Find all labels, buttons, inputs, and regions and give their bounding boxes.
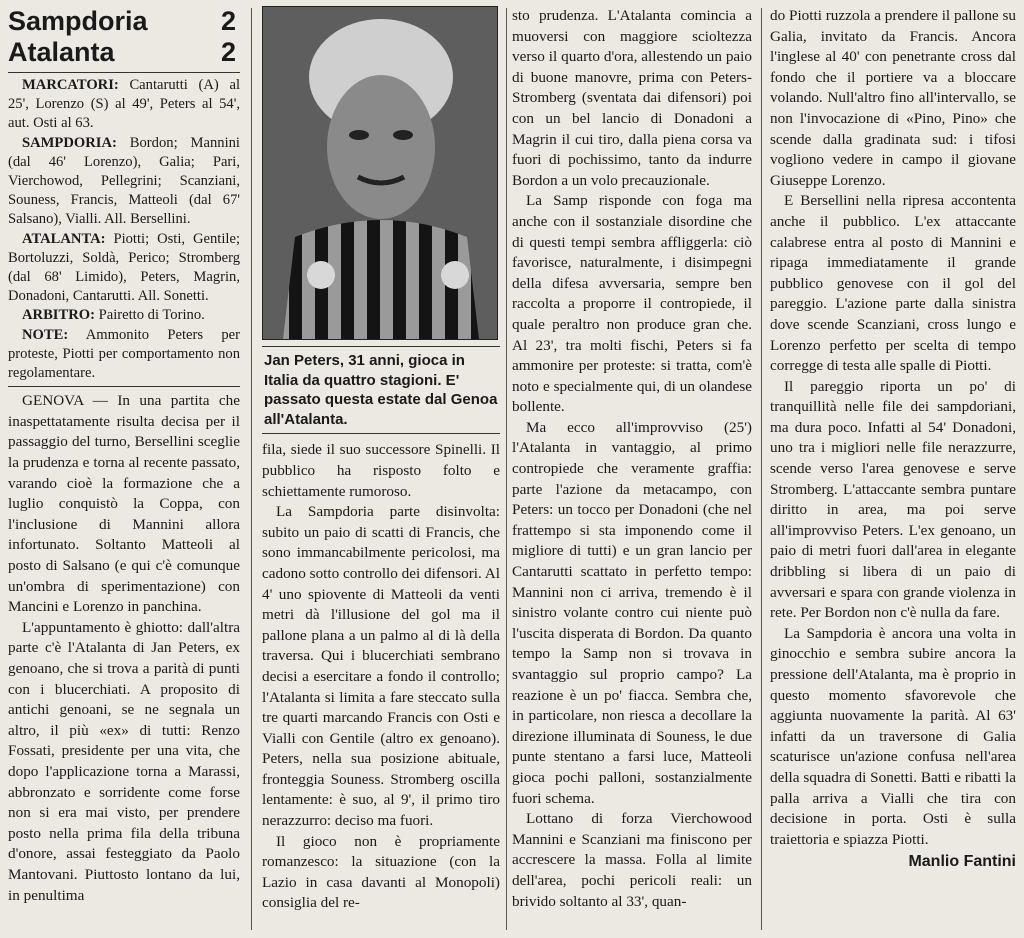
column-2 xyxy=(262,6,500,932)
player-photo xyxy=(262,6,498,340)
home-score: 2 xyxy=(220,6,236,36)
photo-caption: Jan Peters, 31 anni, gioca in Italia da quattro stagioni. E' passato questa estate dal Genoa all'Atalanta. xyxy=(262,346,500,434)
article-paragraph: La Samp risponde con foga ma anche con il sostanziale disordine che di questi tempi sembra affliggerla: ciò favorisce, naturalmente, i disimpegni della difesa avversaria, sempre ben raccolta a proporre il contropiede, il quale peraltro non produce gran che. Al 23', tra molti fischi, Peters si fa ammonire per proteste: si tratta, com'è noto e specialmente qui, di un olandese bollente. xyxy=(512,192,752,416)
article-paragraph: Il pareggio riporta un po' di tranquillità nelle file dei sampdoriani, ma dura poco. Infatti al 54' Donadoni, uno tra i migliori nelle file nerazzurre, scende verso l'area genovese e serve Stromberg. L'attaccante sembra puntare diritto in area, ma poi serve all'improvviso Peters. L'ex genoano, un paio di metri fuori dall'area in elegante dribbling si libera di un paio di avversari e spara con grande violenza in rete. Per Bordon non c'è nulla da fare. xyxy=(770,377,1016,622)
away-score: 2 xyxy=(220,37,236,67)
column-4 xyxy=(770,6,1016,932)
article-paragraph: fila, siede il suo successore Spinelli. Il pubblico ha risposto folto e schiettamente rumoroso. xyxy=(262,441,500,500)
score-line-home xyxy=(8,6,240,37)
referee: ARBITRO: Pairetto di Torino. xyxy=(22,307,205,324)
article-paragraph: Lottano di forza Vierchowood Mannini e Scanziani ma finiscono per accrescere la massa. Folla al limite dell'area, pochi pericoli reali: un brivido soltanto al 33', quan- xyxy=(512,810,752,910)
away-team: Atalanta xyxy=(8,37,115,67)
dateline: GENOVA — xyxy=(22,392,108,410)
home-team: Sampdoria xyxy=(8,6,148,36)
article-paragraph: E Bersellini nella ripresa accontenta anche il pubblico. L'ex attaccante calabrese entra al posto di Mannini e ripaga immediatamente il grande pubblico genovese con il gol del pareggio. L'azione parte dalla sinistra dove scende Scanziani, cross lungo e Lorenzo perfetto per scelta di tempo corregge di testa alle spalle di Piotti. xyxy=(770,192,1016,375)
article-paragraph: L'appuntamento è ghiotto: dall'altra parte c'è l'Atalanta di Jan Peters, ex genoano, che si trova a parità di punti con i blucerchiati. A proposito di antichi genoani, se ne segnala un altro, il più «ex» di tutti: Renzo Fossati, presidente per una vita, che dopo l'applicazione torna a Marassi, abbronzato e sorridente come forse non si era mai visto, per prendere posto nella prima fila della tribuna d'onore, assai festeggiato da Paolo Mantovani. Piuttosto lontano da lui, in penultima xyxy=(8,618,240,904)
samp-lineup: SAMPDORIA: Bordon; Mannini (dal 46' Lorenzo), Galia; Pari, Vierchowod, Pellegrini; Scanziani, Souness, Francis, Matteoli (dal 67' Salsano), Vialli. All. Bersellini. xyxy=(8,134,240,228)
article-paragraph: do Piotti ruzzola a prendere il pallone su Galia, invitato da Francis. Ancora l'inglese al 40' con penetrante cross dal fondo che il portiere va a bloccare volando. Null'altro fino all'intervallo, se non l'invocazione di «Pino, Pino» che scende dalla gradinata sud: i tifosi vogliono vedere in campo il giovane Giuseppe Lorenzo. xyxy=(770,7,1016,189)
atalanta-lineup: ATALANTA: Piotti; Osti, Gentile; Bortoluzzi, Soldà, Perico; Stromberg (dal 68' Limido), Peters, Magrin, Donadoni, Cantarutti. All. Sonetti. xyxy=(8,230,240,305)
column-1 xyxy=(8,6,240,932)
article-paragraph: La Sampdoria parte disinvolta: subito un paio di scatti di Francis, che sono immancabilmente pericolosi, ma cadono sotto controllo dei difensori. Al 4' uno spiovente di Matteoli da venti metri dà l'illusione del gol ma il pallone plana a un palmo al di là della traversa. Qui i blucerchiati sembrano decisi a esercitare a fondo il controllo; l'Atalanta si limita a fare steccato sulla tre quarti marcando Francis con Osti e Vialli con Gentile (altro ex genoano). Peters, nella sua posizione abituale, fronteggia Souness. Stromberg oscilla lentamente: è suo, al 9', il primo tiro nerazzurro: deciso ma fuori. xyxy=(262,503,500,830)
column-rule xyxy=(251,8,252,930)
score-line-away xyxy=(8,37,240,68)
article-paragraph: Ma ecco all'improvviso (25') l'Atalanta in vantaggio, al primo contropiede che veramente graffia: parte l'azione da metacampo, con Peters: un tocco per Donadoni (che nel frattempo si sta imponendo come il migliore di tutti) e un gran lancio per Cantarutti scattato in perfetto tempo: Mannini non ci arriva, tremendo è il sinistro volante contro cui niente può l'uscita disperata di Bordon. Da quanto tempo la Samp non si trovava in svantaggio sul proprio campo? La reazione è un po' fiacca. Sembra che, in particolare, non riesca a decollare la direzione illuminata di Souness, le due punte stentano a farsi luce, Matteoli gioca pochi palloni, sostanzialmente fuori schema. xyxy=(512,418,752,807)
player-photo-image xyxy=(263,7,497,339)
column-rule xyxy=(506,8,507,930)
article-paragraph: Il gioco non è propriamente romanzesco: la situazione (con la Lazio in casa davanti al Monopoli) consiglia del re- xyxy=(262,832,500,912)
column-rule xyxy=(761,8,762,930)
article-paragraph: La Sampdoria è ancora una volta in ginocchio e sembra subire ancora la pressione dell'Atalanta, ma è proprio in questo momento sfavorevole che aggiunta nuovamente la parità. Al 63' infatti da un traversone di Galia scaturisce un'azione confusa nell'area della squadra di Sonetti. Batti e ribatti la palla arriva a Vialli che tira con decisione in porta. Osti è sulla traiettoria e spiazza Piotti. xyxy=(770,624,1016,848)
article-paragraph: GENOVA — In una partita che inaspettatamente risulta decisa per il passaggio del turno, Bersellini sceglie la prudenza e torna al recente passato, varando cioè la formazione che a luglio conquistò la Coppa, con l'inclusione di Mannini allora infortunato. Soltanto Matteoli al posto di Salsano (e qui c'è comunque un'ombra di sperimentazione) con Mancini e Lorenzo in panchina. xyxy=(8,392,240,616)
scorers: MARCATORI: Cantarutti (A) al 25', Lorenzo (S) al 49', Peters al 54', aut. Osti al 63. xyxy=(8,77,240,132)
byline: Manlio Fantini xyxy=(908,853,1016,871)
column-3 xyxy=(512,6,752,932)
match-info-box xyxy=(8,72,240,387)
article-paragraph: sto prudenza. L'Atalanta comincia a muoversi con maggiore scioltezza verso il quarto d'ora, allestendo un paio di buone manovre, prima con Peters-Stromberg (sventata dai difensori) poi con un bel lancio di Donadoni a Magrin il cui tiro, dalla piena corsa va fuori di pochissimo, tanto da indurre Bordon a un volo precauzionale. xyxy=(512,7,752,189)
notes: NOTE: Ammonito Peters per proteste, Piotti per comportamento non regolamentare. xyxy=(8,326,240,382)
